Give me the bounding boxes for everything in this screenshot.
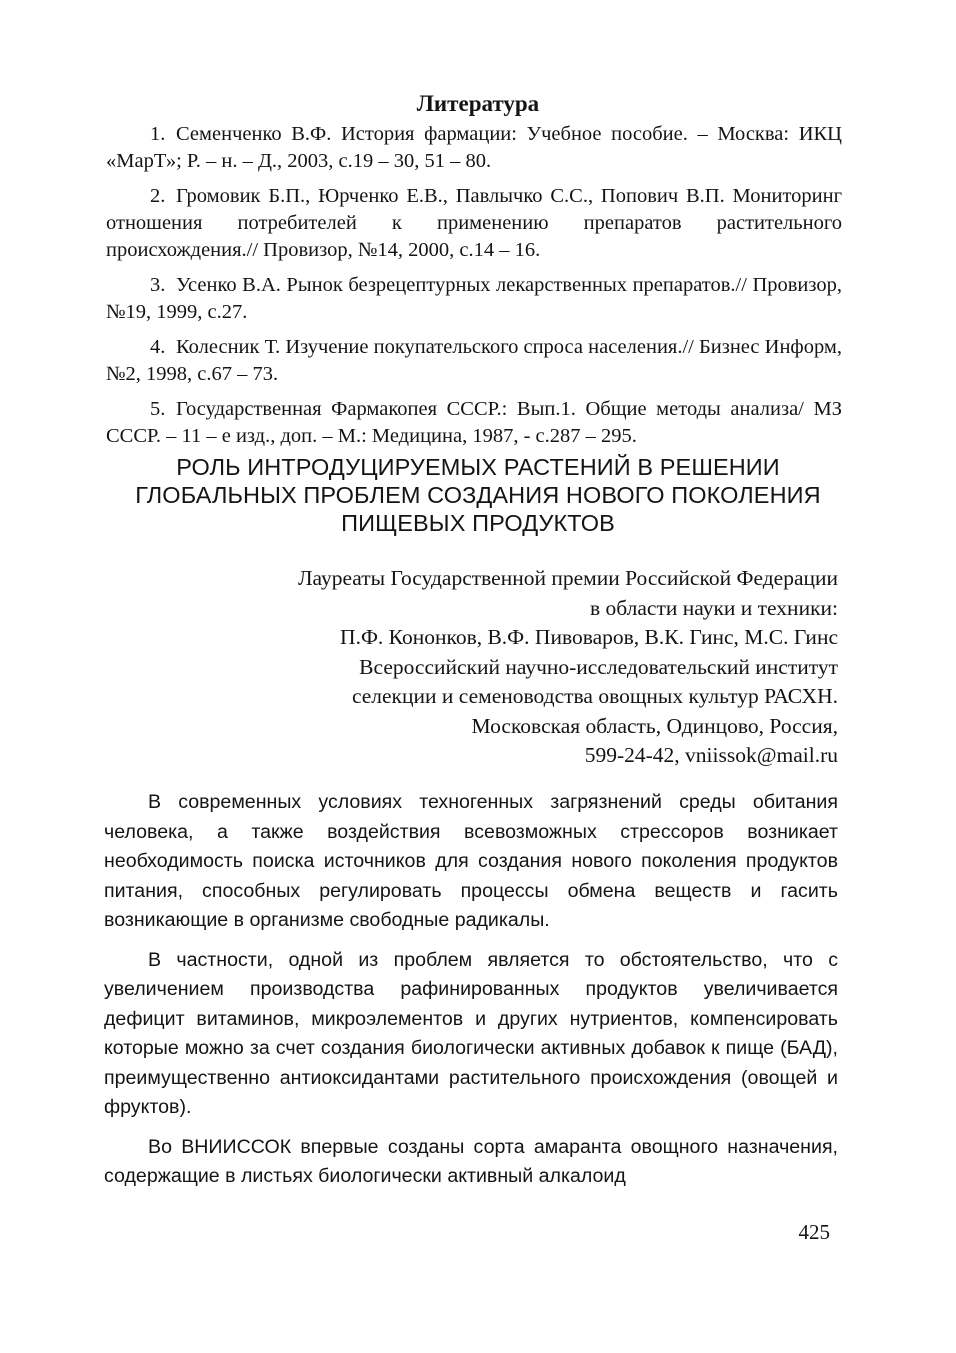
reference-number: 2. [150, 185, 166, 207]
reference-text: Колесник Т. Изучение покупательского спроса населения.// Бизнес Информ, №2, 1998, с.67 – 73. [106, 336, 842, 385]
body-paragraph: Во ВНИИССОК впервые созданы сорта амаранта овощного назначения, содержащие в листьях биологически активный алкалоид [104, 1135, 838, 1187]
reference-number: 4. [150, 336, 166, 358]
author-line: в области науки и техники: [589, 595, 838, 620]
references-heading: Литература [416, 91, 540, 116]
title-line: ГЛОБАЛЬНЫХ ПРОБЛЕМ СОЗДАНИЯ НОВОГО ПОКОЛЕНИЯ [135, 482, 821, 508]
references-list [106, 121, 842, 458]
article-title [90, 453, 866, 537]
reference-text: Государственная Фармакопея СССР.: Вып.1. Общие методы анализа/ МЗ СССР. – 11 – е изд., доп. – М.: Медицина, 1987, - с.287 – 295. [106, 398, 842, 447]
author-names: П.Ф. Кононков, В.Ф. Пивоваров, В.К. Гинс, М.С. Гинс [340, 625, 838, 649]
reference-item [106, 121, 842, 175]
reference-number: 3. [150, 274, 166, 296]
title-line: ПИЩЕВЫХ ПРОДУКТОВ [341, 510, 615, 536]
reference-number: 5. [150, 398, 166, 420]
reference-item [106, 272, 842, 326]
reference-item [106, 396, 842, 450]
author-block [118, 564, 838, 771]
reference-text: Усенко В.А. Рынок безрецептурных лекарственных препаратов.// Провизор, №19, 1999, с.27. [106, 274, 842, 323]
reference-item [106, 183, 842, 264]
reference-text: Семенченко В.Ф. История фармации: Учебное пособие. – Москва: ИКЦ «МарТ»; Р. – н. – Д., 2003, с.19 – 30, 51 – 80. [106, 123, 842, 172]
institute-line: селекции и семеноводства овощных культур РАСХН. [351, 684, 838, 708]
article-body [104, 788, 838, 1202]
body-paragraph: В частности, одной из проблем является то обстоятельство, что с увеличением производства рафинированных продуктов увеличивается дефицит витаминов, микроэлементов и других нутриентов, компенсировать которые можно за счет создания биологически активных добавок к пище (БАД), преимущественно антиоксидантами растительного происхождения (овощей и фруктов). [104, 948, 838, 1118]
author-line: Лауреаты Государственной премии Российской Федерации [297, 566, 838, 590]
page-number: 425 [798, 1220, 830, 1244]
institute-line: Всероссийский научно-исследовательский институт [359, 654, 838, 679]
reference-item [106, 334, 842, 388]
title-line: РОЛЬ ИНТРОДУЦИРУЕМЫХ РАСТЕНИЙ В РЕШЕНИИ [176, 454, 780, 480]
contact-line: 599-24-42, vniissok@mail.ru [584, 743, 838, 767]
body-paragraph: В современных условиях техногенных загрязнений среды обитания человека, а также воздействия всевозможных стрессоров возникает необходимость поиска источников для создания нового поколения продуктов питания, способных регулировать процессы обмена веществ и гасить возникающие в организме свободные радикалы. [104, 791, 838, 931]
location-line: Московская область, Одинцово, Россия, [471, 713, 838, 738]
reference-number: 1. [150, 123, 166, 145]
reference-text: Громовик Б.П., Юрченко Е.В., Павлычко С.С., Попович В.П. Мониторинг отношения потребителей к применению препаратов растительного происхождения.// Провизор, №14, 2000, с.14 – 16. [106, 185, 842, 261]
